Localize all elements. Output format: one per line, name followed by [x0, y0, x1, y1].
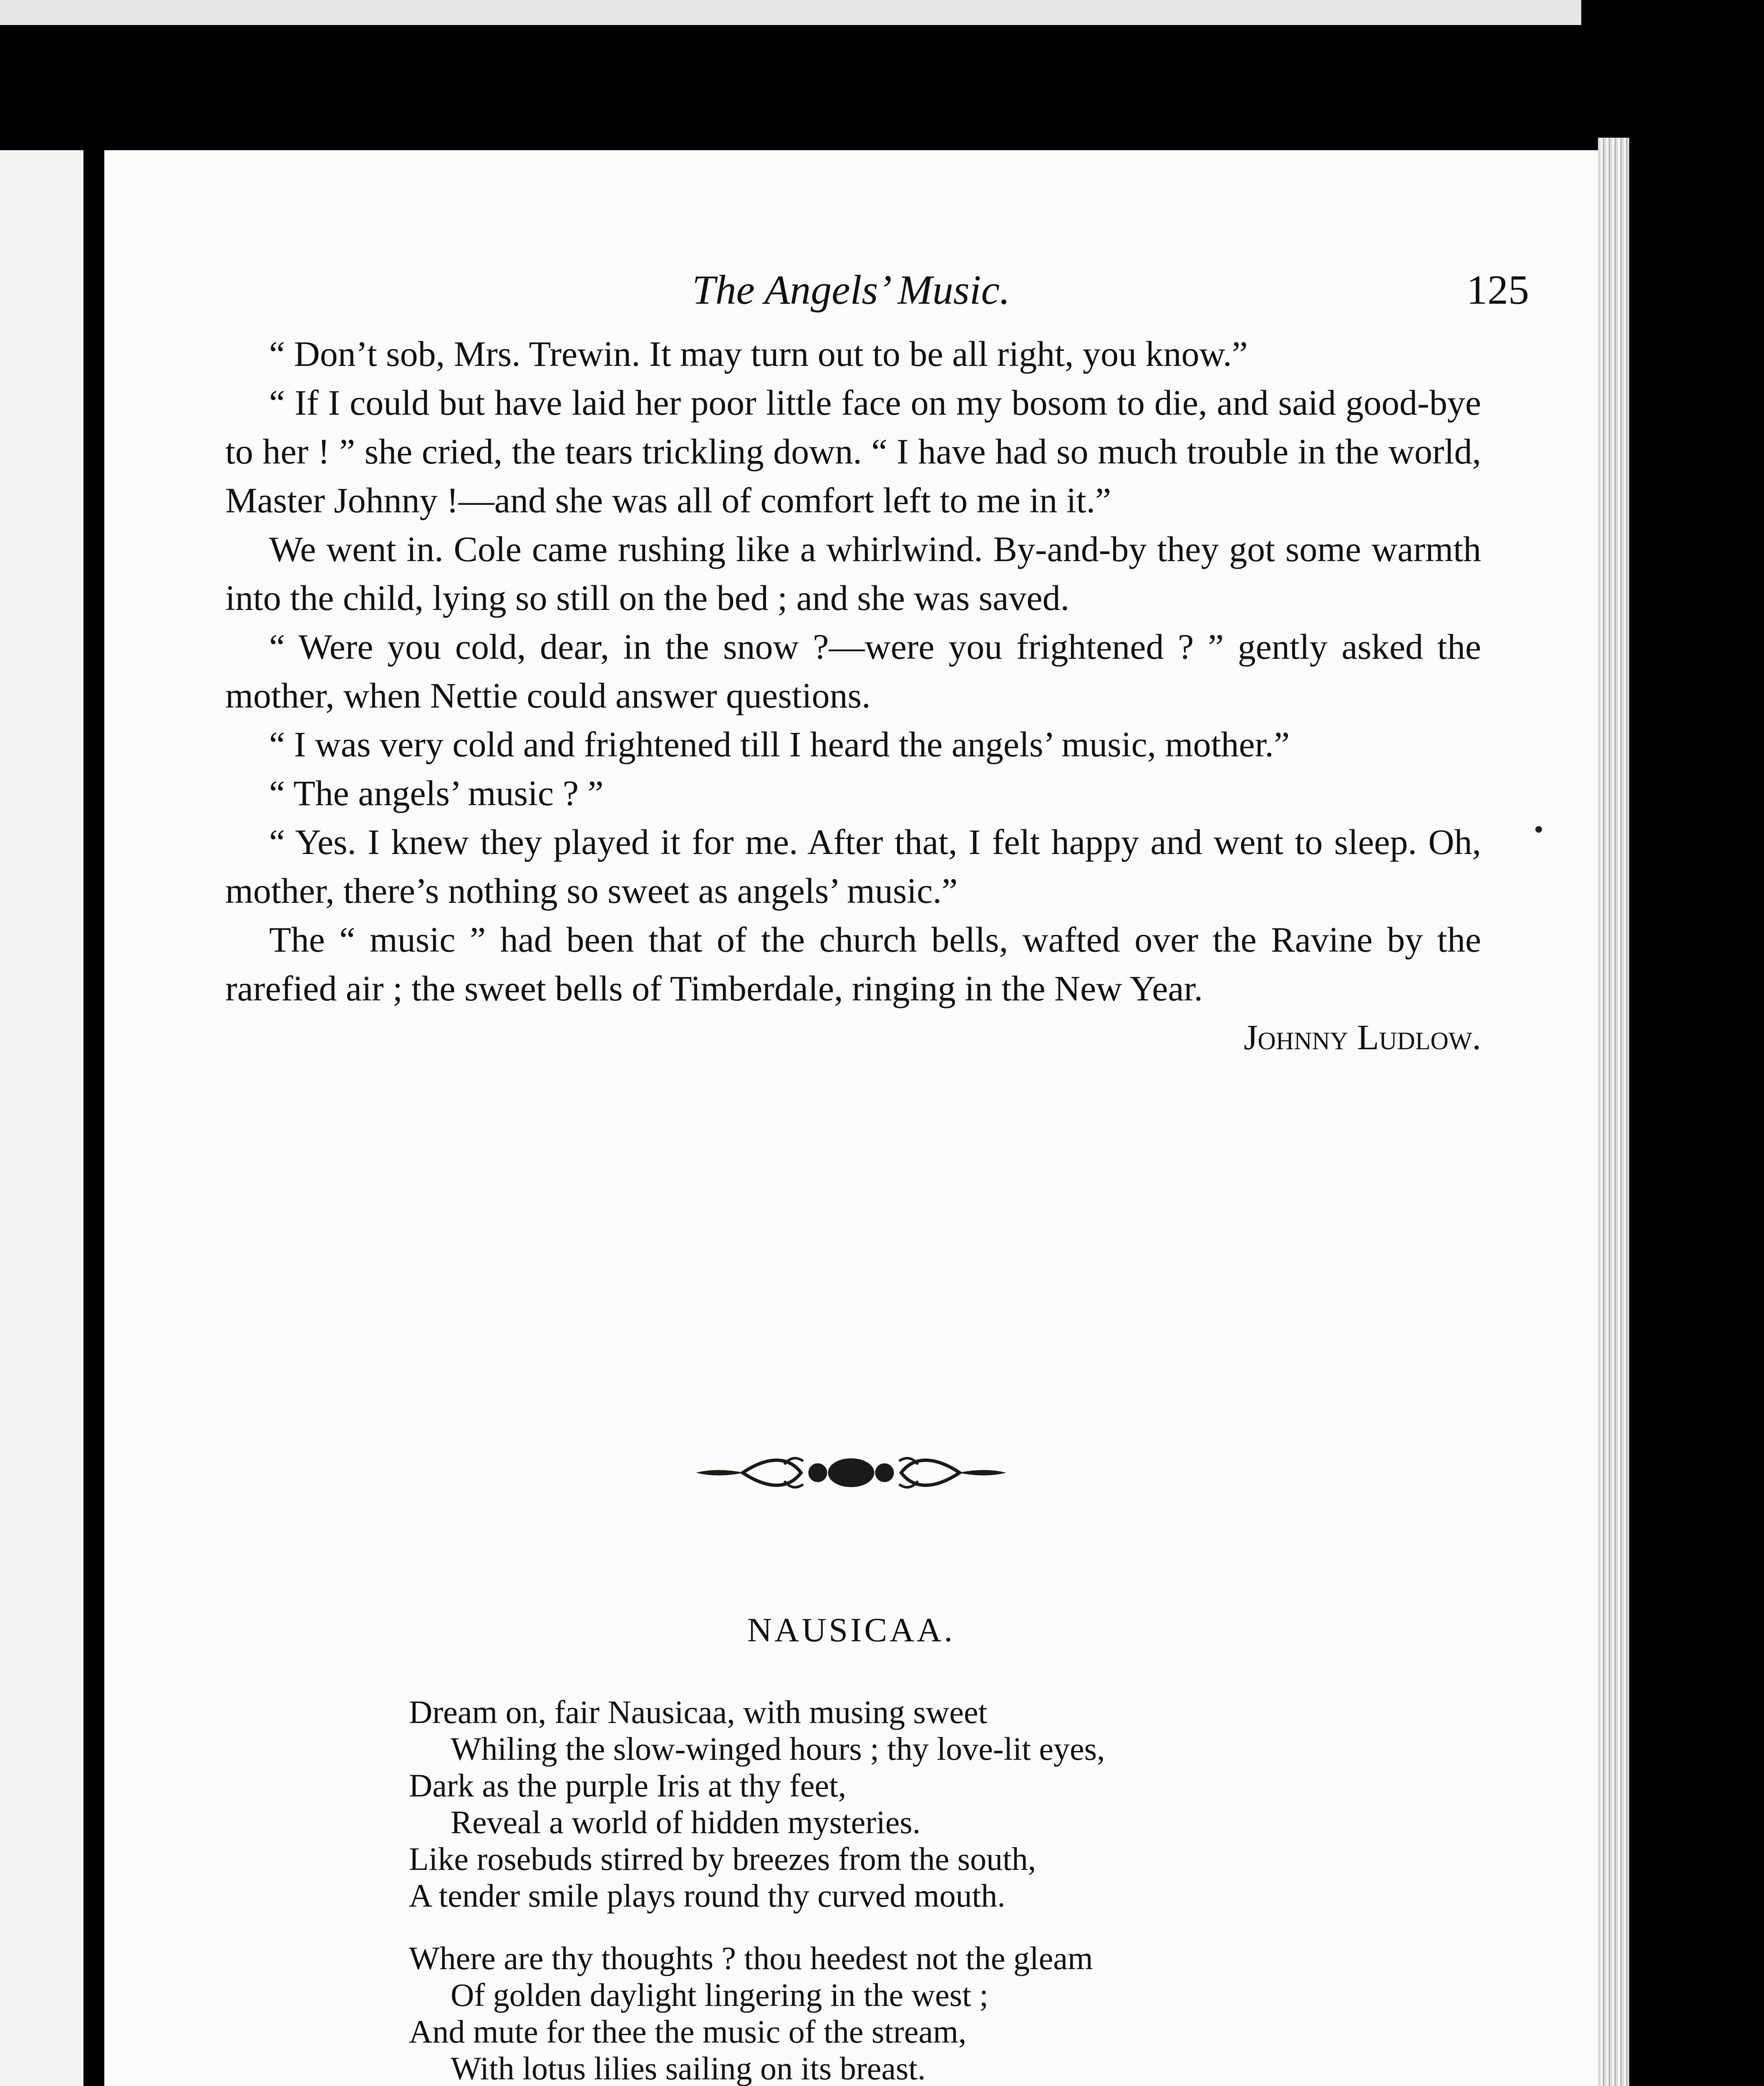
page-number: 125: [1467, 267, 1529, 313]
poem-body: [409, 1694, 1410, 2086]
poem-line: With lotus lilies sailing on its breast.: [451, 2050, 926, 2086]
paragraph: The “ music ” had been that of the church bells, wafted over the Ravine by the rarefied air ; the sweet bells of Timberdale, ringing in the New Year.: [225, 920, 1481, 1008]
paragraph: “ The angels’ music ? ”: [269, 773, 604, 813]
book-page: [104, 150, 1598, 2086]
stanza: [409, 1940, 1410, 2086]
poem-line: A tender smile plays round thy curved mouth.: [409, 1877, 1005, 1914]
stanza: [409, 1694, 1410, 1914]
poem-line: Whiling the slow-winged hours ; thy love-lit eyes,: [451, 1731, 1105, 1767]
poem-line: Like rosebuds stirred by breezes from the south,: [409, 1841, 1036, 1877]
paragraph: “ Were you cold, dear, in the snow ?—were you frightened ? ” gently asked the mother, when Nettie could answer questions.: [225, 627, 1481, 715]
poem-line: And mute for thee the music of the stream,: [409, 2013, 967, 2050]
poem-line: Of golden daylight lingering in the west ;: [451, 1977, 988, 2013]
adjacent-page-left: [0, 150, 83, 2086]
poem-line: Dream on, fair Nausicaa, with musing sweet: [409, 1694, 988, 1730]
poem-line: Reveal a world of hidden mysteries.: [451, 1804, 921, 1840]
poem-title: NAUSICAA.: [747, 1611, 955, 1649]
running-title: The Angels’ Music.: [692, 267, 1010, 313]
section-divider: [104, 1452, 1598, 1496]
paragraph: “ If I could but have laid her poor little face on my bosom to die, and said good-bye to her ! ” she cried, the tears trickling down. “ I have had so much trouble in the world, Master Johnny !—and she was all of comfort left to me in it.”: [225, 383, 1481, 520]
paragraph: “ Yes. I knew they played it for me. After that, I felt happy and went to sleep. Oh, mother, there’s nothing so sweet as angels’ music.”: [225, 822, 1481, 911]
page-edges: [1598, 138, 1629, 2086]
poem-line: Dark as the purple Iris at thy feet,: [409, 1767, 847, 1804]
story-text: [225, 330, 1481, 1062]
paragraph: “ Don’t sob, Mrs. Trewin. It may turn out to be all right, you know.”: [269, 334, 1248, 374]
ink-speck: [1535, 826, 1542, 833]
running-header: [104, 263, 1598, 317]
paragraph: “ I was very cold and frightened till I heard the angels’ music, mother.”: [269, 724, 1290, 764]
author-signature: Johnny Ludlow.: [1244, 1017, 1481, 1057]
author-signature-line: [225, 1013, 1481, 1062]
adjacent-page-top: [0, 0, 1581, 25]
poem-line: Where are thy thoughts ? thou heedest not the gleam: [409, 1940, 1093, 1976]
ornament-icon: [693, 1452, 1010, 1494]
paragraph: We went in. Cole came rushing like a whirlwind. By-and-by they got some warmth into the child, lying so still on the bed ; and she was saved.: [225, 529, 1481, 618]
